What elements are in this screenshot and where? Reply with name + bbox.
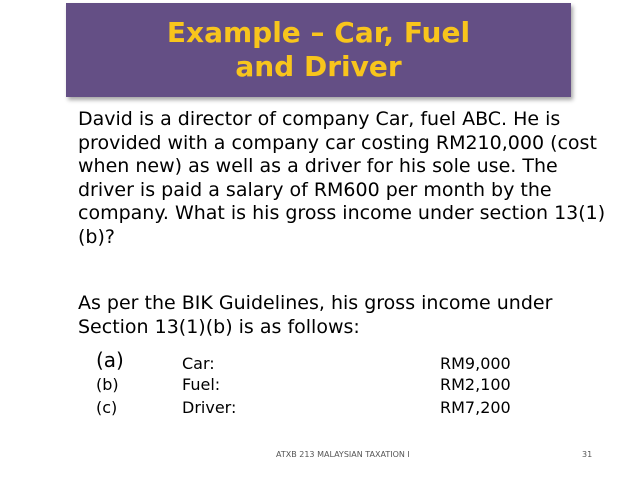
question-paragraph: David is a director of company Car, fuel ABC. He is provided with a company car costing RM210,000 (cost when new) as well as a driver for his sole use. The driver is paid a salary of RM600 per month by the company. What is his gross income under section 13(1)(b)?: [78, 108, 606, 248]
income-item-driver: [78, 398, 578, 421]
income-item-fuel: [78, 375, 578, 398]
slide-title-banner: [66, 3, 571, 97]
footer-page-number: 31: [582, 450, 593, 459]
item-name: Fuel:: [182, 375, 221, 394]
item-label: (b): [96, 375, 119, 394]
slide-title-line-1: Example – Car, Fuel: [166, 16, 471, 49]
footer-course-title: ATXB 213 MALAYSIAN TAXATION I: [276, 450, 410, 459]
income-items-list: [78, 348, 578, 421]
slide-title-line-2: and Driver: [235, 50, 402, 83]
item-amount: RM9,000: [440, 354, 511, 373]
answer-paragraph: As per the BIK Guidelines, his gross income under Section 13(1)(b) is as follows:: [78, 292, 553, 338]
item-name: Driver:: [182, 398, 237, 417]
item-label: (a): [96, 348, 124, 372]
income-item-car: [78, 348, 578, 375]
item-label: (c): [96, 398, 118, 417]
item-amount: RM7,200: [440, 398, 511, 417]
item-name: Car:: [182, 354, 215, 373]
item-amount: RM2,100: [440, 375, 511, 394]
